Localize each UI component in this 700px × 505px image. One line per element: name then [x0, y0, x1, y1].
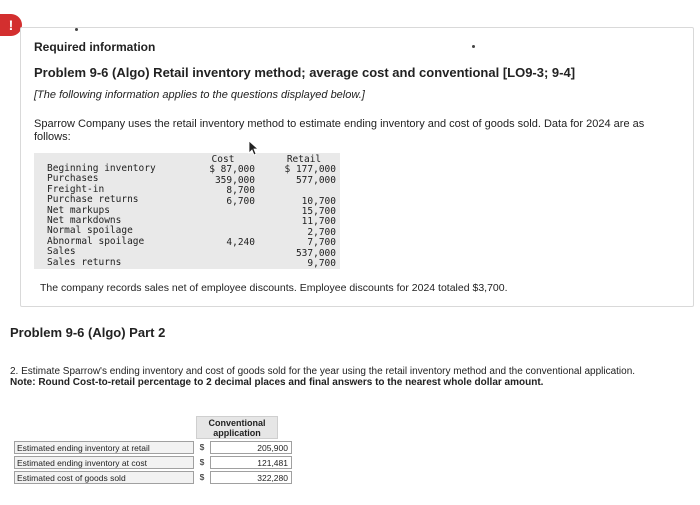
problem-note: [The following information applies to the questions displayed below.] — [34, 89, 365, 101]
alert-icon[interactable]: ! — [0, 14, 22, 36]
dollar-sign: $ — [199, 442, 205, 452]
retail-header: Retail — [286, 154, 322, 165]
table-cell: 2,700 — [307, 226, 336, 238]
table-cell: 8,700 — [226, 185, 255, 197]
table-cell — [191, 259, 255, 269]
intro-text: Sparrow Company uses the retail inventory method to estimate ending inventory and cost of goods sold. Data for 2024 are as follows: — [34, 118, 645, 143]
table-row-label: Purchase returns — [47, 194, 139, 206]
table-cell: 7,700 — [307, 237, 336, 249]
results-column-header — [196, 416, 278, 439]
header-line-1: Conventional — [208, 418, 266, 428]
table-row-label: Freight-in — [47, 183, 105, 195]
part-title: Problem 9-6 (Algo) Part 2 — [10, 325, 166, 340]
answer-input[interactable]: 205,900 — [210, 441, 292, 454]
table-cell — [191, 207, 255, 217]
table-cell: $ 87,000 — [209, 164, 255, 176]
dollar-sign: $ — [199, 472, 205, 482]
question-text — [10, 366, 670, 388]
table-cell: 577,000 — [295, 174, 336, 186]
table-cell: 10,700 — [301, 195, 336, 207]
dollar-sign: $ — [199, 457, 205, 467]
table-row-label: Net markups — [47, 204, 110, 216]
problem-title: Problem 9-6 (Algo) Retail inventory method; average cost and conventional [LO9-3; 9-4] — [34, 65, 576, 80]
answer-label: Estimated ending inventory at retail — [14, 441, 194, 454]
table-cell: 4,240 — [226, 237, 255, 249]
data-table-cost-column — [191, 155, 255, 269]
employee-discount-note: The company records sales net of employee discounts. Employee discounts for 2024 totaled $3,700. — [40, 282, 508, 294]
table-row-label: Normal spoilage — [47, 225, 133, 237]
table-cell: 359,000 — [214, 174, 255, 186]
cost-header: Cost — [211, 154, 235, 165]
answer-input[interactable]: 322,280 — [210, 471, 292, 484]
table-cell: 537,000 — [295, 247, 336, 259]
table-row-label: Net markdowns — [47, 215, 122, 227]
answer-label: Estimated cost of goods sold — [14, 471, 194, 484]
table-row-label: Beginning inventory — [47, 163, 156, 174]
answer-label: Estimated ending inventory at cost — [14, 456, 194, 469]
table-cell — [191, 249, 255, 259]
table-row-label: Sales — [47, 246, 76, 258]
table-cell: 9,700 — [307, 258, 336, 270]
table-cell: 11,700 — [301, 216, 336, 228]
table-cell: 6,700 — [226, 195, 255, 207]
question-body: 2. Estimate Sparrow's ending inventory and cost of goods sold for the year using the retail inventory method and the conventional application. — [10, 366, 636, 377]
cursor-icon — [248, 140, 260, 156]
data-table-retail-column — [272, 155, 336, 269]
table-cell: $ 177,000 — [284, 164, 336, 176]
header-line-2: application — [213, 428, 261, 438]
rounding-note: Note: Round Cost-to-retail percentage to 2 decimal places and final answers to the nearest whole dollar amount. — [10, 377, 544, 388]
required-info-heading: Required information — [34, 40, 156, 54]
answer-input[interactable]: 121,481 — [210, 456, 292, 469]
table-cell — [191, 217, 255, 227]
table-cell: 15,700 — [301, 206, 336, 218]
table-row-label: Sales returns — [47, 256, 122, 268]
dot-decoration — [472, 45, 475, 48]
data-table-labels — [47, 164, 156, 268]
table-row-label: Purchases — [47, 173, 99, 185]
dot-decoration — [75, 28, 78, 31]
table-row-label: Abnormal spoilage — [47, 235, 145, 247]
